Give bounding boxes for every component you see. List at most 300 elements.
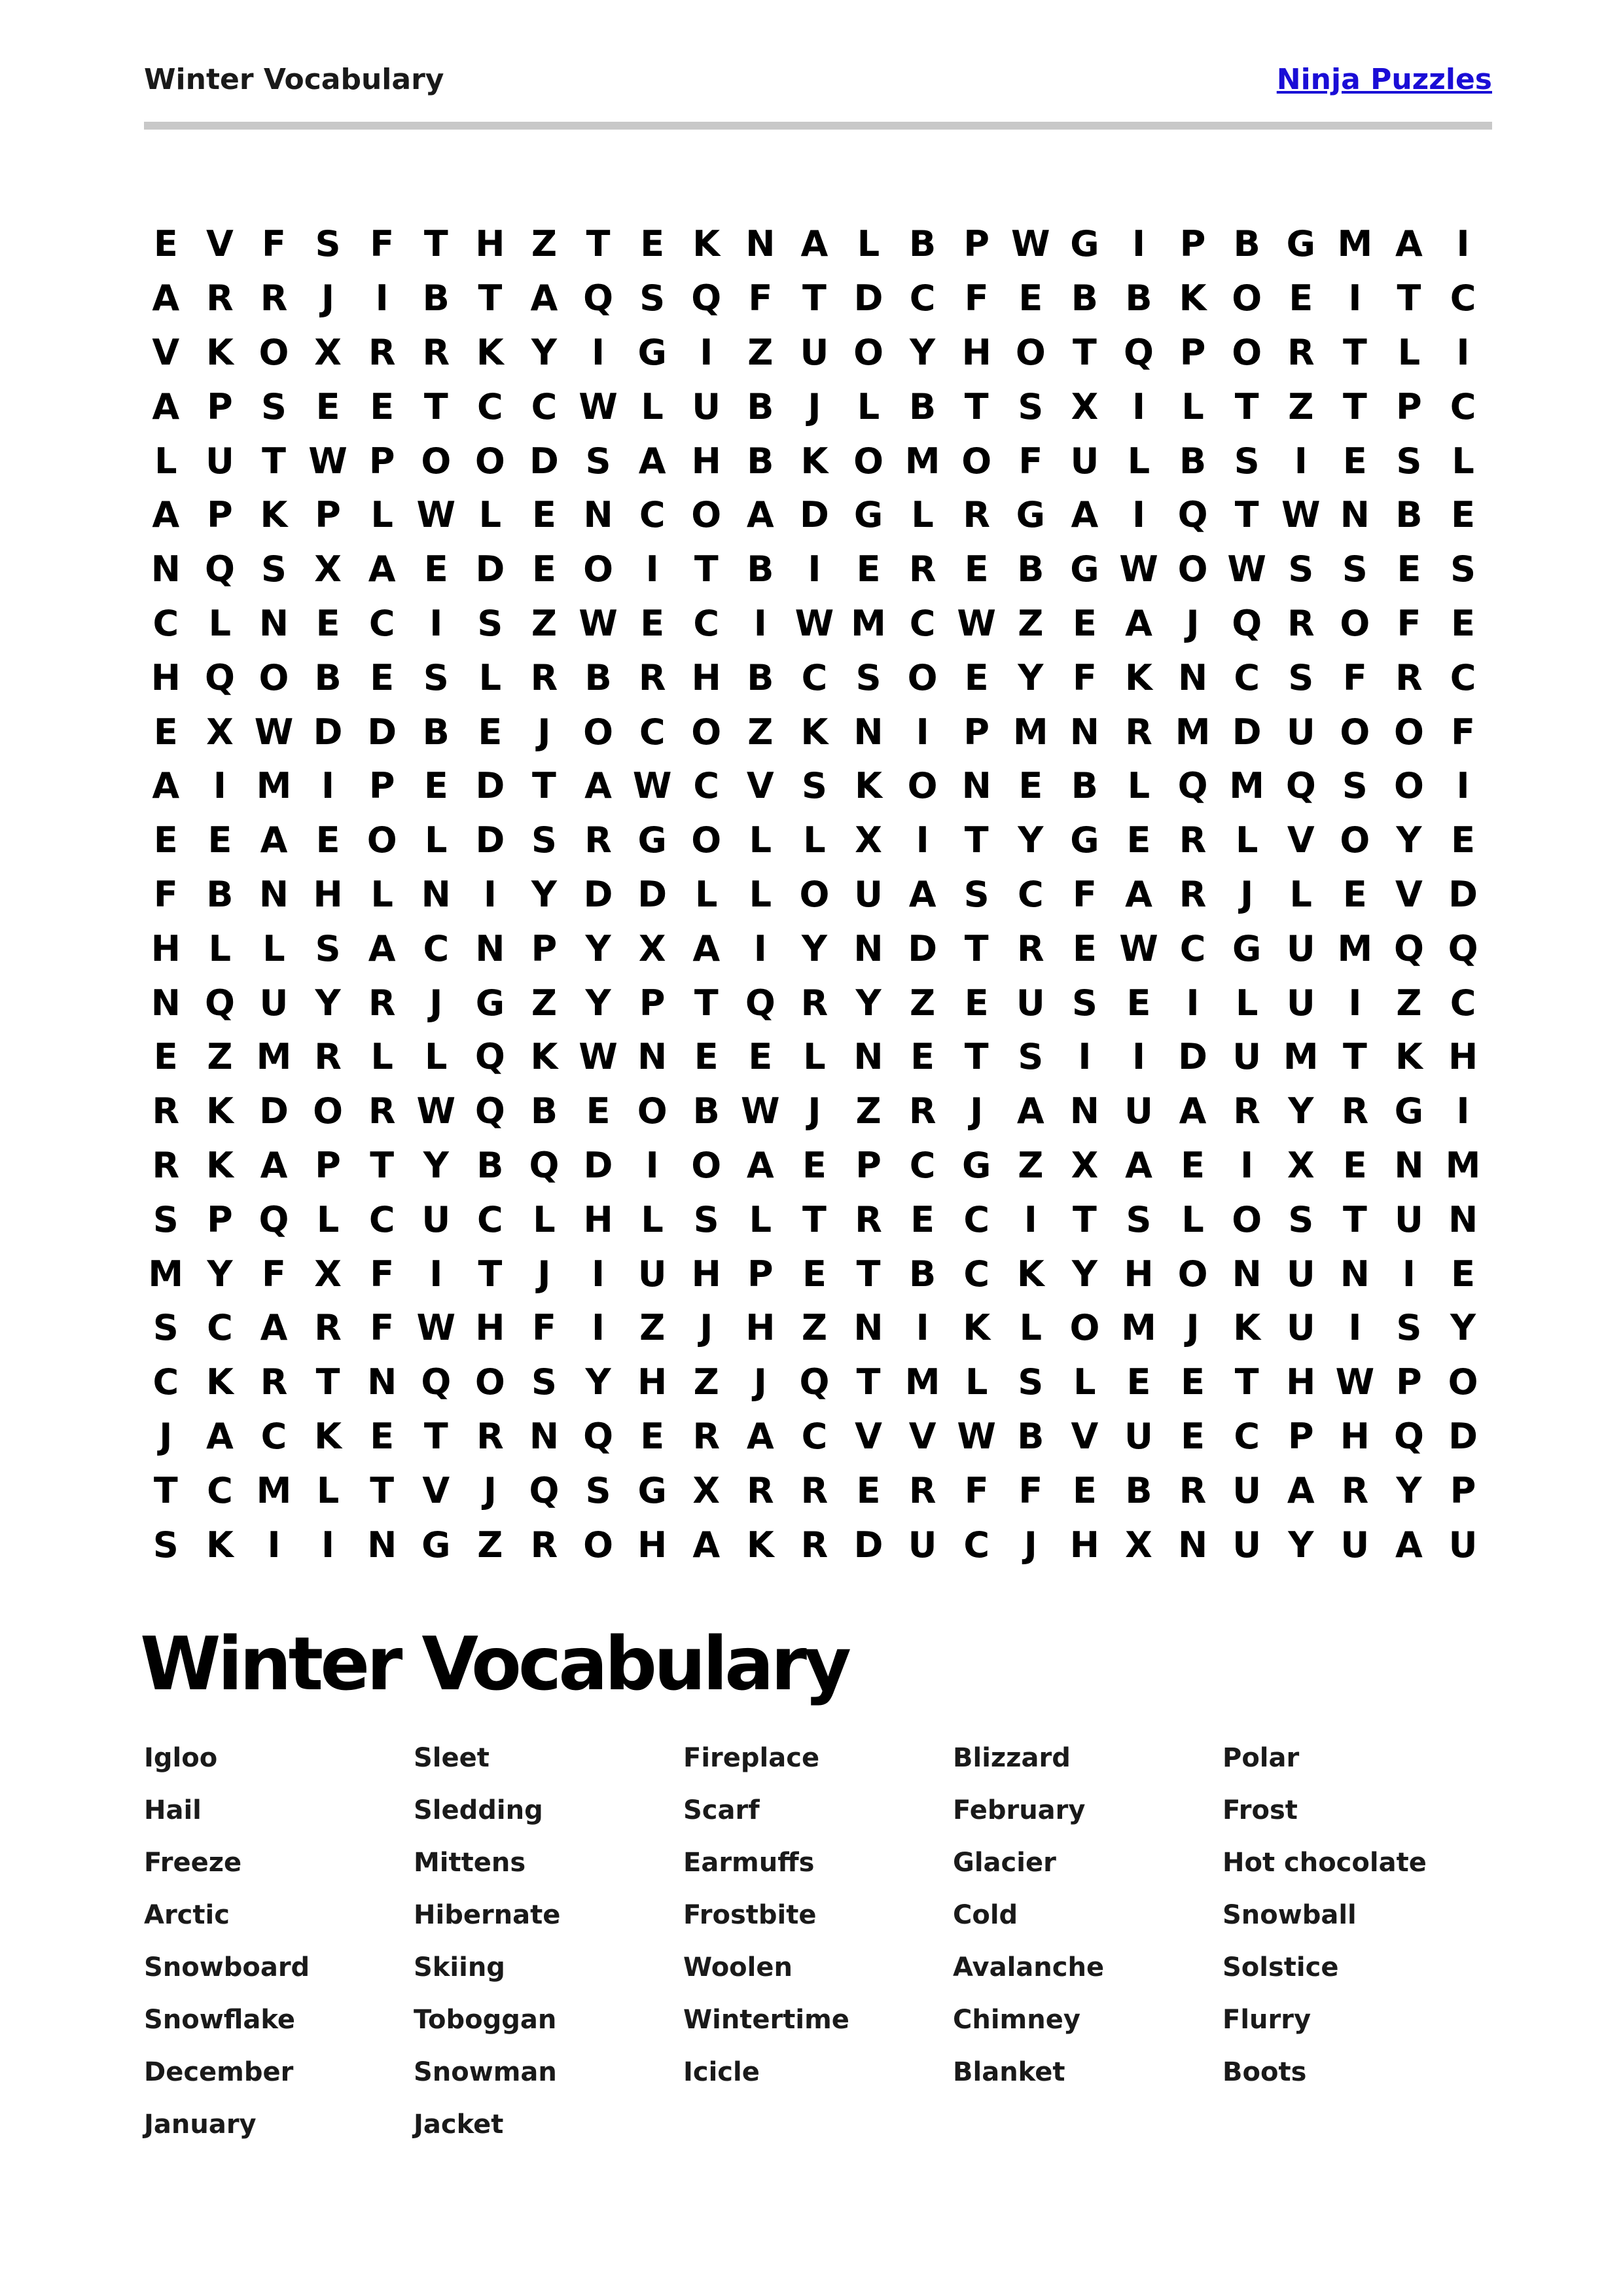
grid-letter[interactable]: G [637, 331, 667, 373]
grid-letter[interactable]: I [429, 1253, 443, 1295]
grid-letter[interactable]: I [645, 1144, 659, 1186]
grid-letter[interactable]: I [1456, 765, 1470, 807]
grid-letter[interactable]: H [1340, 1415, 1370, 1457]
grid-letter[interactable]: T [802, 278, 827, 319]
grid-letter[interactable]: B [584, 656, 612, 698]
grid-letter[interactable]: I [1456, 223, 1470, 265]
grid-letter[interactable]: O [961, 440, 992, 482]
grid-letter[interactable]: U [692, 386, 721, 427]
grid-letter[interactable]: Y [585, 1361, 611, 1403]
grid-letter[interactable]: J [700, 1307, 713, 1349]
grid-letter[interactable]: G [637, 819, 667, 861]
grid-letter[interactable]: Q [1232, 602, 1262, 644]
grid-letter[interactable]: P [963, 223, 990, 265]
grid-letter[interactable]: B [909, 1253, 936, 1295]
grid-letter[interactable]: N [475, 927, 505, 969]
grid-letter[interactable]: T [478, 1253, 503, 1295]
grid-letter[interactable]: U [1016, 982, 1045, 1024]
grid-letter[interactable]: C [963, 1198, 990, 1240]
grid-letter[interactable]: C [260, 1415, 287, 1457]
grid-letter[interactable]: U [1448, 1524, 1478, 1566]
grid-letter[interactable]: E [910, 1198, 935, 1240]
grid-letter[interactable]: O [1448, 1361, 1478, 1403]
grid-letter[interactable]: T [694, 982, 719, 1024]
grid-letter[interactable]: R [314, 1036, 342, 1078]
grid-letter[interactable]: M [904, 440, 940, 482]
grid-letter[interactable]: F [1072, 656, 1097, 698]
grid-letter[interactable]: J [1186, 602, 1200, 644]
grid-letter[interactable]: W [1119, 548, 1158, 590]
grid-letter[interactable]: R [800, 1469, 829, 1511]
grid-letter[interactable]: P [1179, 331, 1206, 373]
grid-letter[interactable]: T [1342, 1036, 1367, 1078]
grid-letter[interactable]: T [586, 223, 611, 265]
grid-letter[interactable]: O [259, 656, 289, 698]
grid-letter[interactable]: P [1450, 1469, 1476, 1511]
grid-letter[interactable]: P [855, 1144, 882, 1186]
grid-letter[interactable]: U [854, 873, 883, 915]
grid-letter[interactable]: R [1179, 819, 1207, 861]
grid-letter[interactable]: I [753, 927, 767, 969]
grid-letter[interactable]: E [1126, 982, 1151, 1024]
grid-letter[interactable]: E [1451, 494, 1475, 536]
grid-letter[interactable]: B [1125, 1469, 1152, 1511]
grid-letter[interactable]: R [800, 982, 829, 1024]
grid-letter[interactable]: K [260, 494, 288, 536]
grid-letter[interactable]: I [1348, 278, 1362, 319]
grid-letter[interactable]: H [745, 1307, 776, 1349]
grid-letter[interactable]: A [1016, 1090, 1044, 1132]
grid-letter[interactable]: P [207, 1198, 233, 1240]
grid-letter[interactable]: R [1017, 927, 1044, 969]
grid-letter[interactable]: Z [1018, 602, 1044, 644]
grid-letter[interactable]: J [808, 1090, 821, 1132]
grid-letter[interactable]: T [802, 1198, 827, 1240]
grid-letter[interactable]: I [429, 602, 443, 644]
grid-letter[interactable]: T [694, 548, 719, 590]
grid-letter[interactable]: E [153, 223, 178, 265]
grid-letter[interactable]: H [1286, 1361, 1316, 1403]
grid-letter[interactable]: K [692, 223, 721, 265]
grid-letter[interactable]: Q [1177, 494, 1208, 536]
grid-letter[interactable]: L [316, 1469, 340, 1511]
grid-letter[interactable]: Q [583, 278, 613, 319]
grid-letter[interactable]: R [855, 1198, 882, 1240]
grid-letter[interactable]: A [584, 765, 612, 807]
grid-letter[interactable]: Y [1288, 1524, 1314, 1566]
grid-letter[interactable]: S [855, 656, 882, 698]
grid-letter[interactable]: E [1018, 765, 1043, 807]
grid-letter[interactable]: R [1179, 1469, 1207, 1511]
grid-letter[interactable]: S [1396, 440, 1422, 482]
grid-letter[interactable]: L [262, 927, 285, 969]
grid-letter[interactable]: A [260, 819, 288, 861]
grid-letter[interactable]: B [909, 223, 936, 265]
grid-letter[interactable]: R [422, 331, 450, 373]
grid-letter[interactable]: R [152, 1090, 180, 1132]
grid-letter[interactable]: W [957, 1415, 996, 1457]
grid-letter[interactable]: N [1448, 1198, 1478, 1240]
grid-letter[interactable]: W [416, 1090, 456, 1132]
grid-letter[interactable]: E [1072, 602, 1097, 644]
grid-letter[interactable]: E [640, 223, 665, 265]
grid-letter[interactable]: T [856, 1361, 881, 1403]
grid-letter[interactable]: U [637, 1253, 667, 1295]
grid-letter[interactable]: R [1179, 873, 1207, 915]
grid-letter[interactable]: I [1456, 331, 1470, 373]
grid-letter[interactable]: L [370, 1036, 393, 1078]
grid-letter[interactable]: O [474, 1361, 505, 1403]
grid-letter[interactable]: Y [585, 927, 611, 969]
grid-letter[interactable]: C [1450, 982, 1476, 1024]
grid-letter[interactable]: Q [204, 982, 235, 1024]
grid-letter[interactable]: Z [531, 982, 558, 1024]
grid-letter[interactable]: F [532, 1307, 556, 1349]
grid-letter[interactable]: A [530, 278, 558, 319]
grid-letter[interactable]: F [1397, 602, 1421, 644]
grid-letter[interactable]: E [856, 548, 881, 590]
grid-letter[interactable]: K [314, 1415, 342, 1457]
grid-letter[interactable]: T [1234, 386, 1259, 427]
grid-letter[interactable]: G [1394, 1090, 1424, 1132]
grid-letter[interactable]: P [207, 386, 233, 427]
grid-letter[interactable]: A [152, 494, 180, 536]
grid-letter[interactable]: G [1070, 548, 1099, 590]
grid-letter[interactable]: U [1286, 1253, 1315, 1295]
grid-letter[interactable]: I [1132, 223, 1146, 265]
grid-letter[interactable]: W [1011, 223, 1050, 265]
grid-letter[interactable]: A [746, 1415, 774, 1457]
grid-letter[interactable]: B [1395, 494, 1423, 536]
grid-letter[interactable]: Y [531, 331, 557, 373]
grid-letter[interactable]: L [425, 819, 448, 861]
grid-letter[interactable]: K [1016, 1253, 1044, 1295]
grid-letter[interactable]: O [583, 1524, 613, 1566]
grid-letter[interactable]: O [1394, 711, 1424, 753]
grid-letter[interactable]: R [152, 1144, 180, 1186]
grid-letter[interactable]: C [368, 1198, 395, 1240]
grid-letter[interactable]: S [1396, 1307, 1422, 1349]
grid-letter[interactable]: V [152, 331, 180, 373]
grid-letter[interactable]: L [1397, 331, 1421, 373]
grid-letter[interactable]: E [910, 1036, 935, 1078]
grid-letter[interactable]: V [746, 765, 774, 807]
grid-letter[interactable]: A [205, 1415, 234, 1457]
grid-letter[interactable]: B [1233, 223, 1260, 265]
grid-letter[interactable]: Y [855, 982, 882, 1024]
grid-letter[interactable]: C [909, 278, 936, 319]
grid-letter[interactable]: Q [529, 1469, 560, 1511]
grid-letter[interactable]: E [640, 602, 665, 644]
grid-letter[interactable]: L [370, 494, 393, 536]
grid-letter[interactable]: O [853, 440, 883, 482]
grid-letter[interactable]: L [1289, 873, 1312, 915]
grid-letter[interactable]: F [370, 1307, 395, 1349]
grid-letter[interactable]: G [853, 494, 883, 536]
grid-letter[interactable]: N [853, 1036, 883, 1078]
grid-letter[interactable]: X [1071, 1144, 1099, 1186]
grid-letter[interactable]: Z [477, 1524, 503, 1566]
grid-letter[interactable]: N [1394, 1144, 1424, 1186]
grid-letter[interactable]: E [370, 656, 395, 698]
grid-letter[interactable]: H [961, 331, 991, 373]
grid-letter[interactable]: Z [855, 1090, 882, 1132]
grid-letter[interactable]: E [802, 1144, 827, 1186]
grid-letter[interactable]: Q [745, 982, 776, 1024]
grid-letter[interactable]: C [1450, 278, 1476, 319]
grid-letter[interactable]: W [1335, 1361, 1375, 1403]
grid-letter[interactable]: Z [801, 1307, 827, 1349]
grid-letter[interactable]: S [1288, 656, 1314, 698]
grid-letter[interactable]: X [638, 927, 666, 969]
grid-letter[interactable]: I [321, 765, 335, 807]
grid-letter[interactable]: Y [1071, 1253, 1097, 1295]
grid-letter[interactable]: O [691, 1144, 722, 1186]
grid-letter[interactable]: N [529, 1415, 560, 1457]
grid-letter[interactable]: O [1177, 548, 1208, 590]
grid-letter[interactable]: G [1232, 927, 1262, 969]
grid-letter[interactable]: N [367, 1524, 397, 1566]
grid-letter[interactable]: S [1018, 1361, 1044, 1403]
grid-letter[interactable]: H [637, 1524, 668, 1566]
grid-letter[interactable]: S [261, 548, 287, 590]
grid-letter[interactable]: K [205, 331, 234, 373]
grid-letter[interactable]: M [1175, 711, 1211, 753]
grid-letter[interactable]: T [1234, 1361, 1259, 1403]
grid-letter[interactable]: D [475, 548, 505, 590]
grid-letter[interactable]: P [368, 765, 395, 807]
grid-letter[interactable]: R [1233, 1090, 1260, 1132]
grid-letter[interactable]: A [638, 440, 666, 482]
grid-letter[interactable]: W [416, 494, 456, 536]
grid-letter[interactable]: I [267, 1524, 281, 1566]
grid-letter[interactable]: Q [204, 548, 235, 590]
grid-letter[interactable]: F [964, 1469, 989, 1511]
grid-letter[interactable]: L [857, 223, 880, 265]
grid-letter[interactable]: K [800, 711, 829, 753]
grid-letter[interactable]: E [478, 711, 503, 753]
grid-letter[interactable]: R [206, 278, 234, 319]
grid-letter[interactable]: W [957, 602, 996, 644]
grid-letter[interactable]: E [586, 1090, 611, 1132]
grid-letter[interactable]: R [963, 494, 990, 536]
grid-letter[interactable]: B [747, 440, 774, 482]
grid-letter[interactable]: R [1125, 711, 1152, 753]
grid-letter[interactable]: E [1181, 1361, 1205, 1403]
grid-letter[interactable]: K [746, 1524, 774, 1566]
grid-letter[interactable]: N [367, 1361, 397, 1403]
grid-letter[interactable]: Q [1124, 331, 1154, 373]
grid-letter[interactable]: H [1069, 1524, 1099, 1566]
grid-letter[interactable]: S [315, 927, 341, 969]
grid-letter[interactable]: B [1017, 548, 1044, 590]
grid-letter[interactable]: H [691, 440, 721, 482]
grid-letter[interactable]: L [1127, 440, 1150, 482]
grid-letter[interactable]: R [908, 548, 936, 590]
grid-letter[interactable]: P [531, 927, 558, 969]
grid-letter[interactable]: L [1073, 1361, 1096, 1403]
grid-letter[interactable]: E [1181, 1144, 1205, 1186]
grid-letter[interactable]: E [1289, 278, 1313, 319]
grid-letter[interactable]: P [1396, 386, 1422, 427]
grid-letter[interactable]: Q [204, 656, 235, 698]
grid-letter[interactable]: A [368, 927, 396, 969]
grid-letter[interactable]: X [206, 711, 234, 753]
grid-letter[interactable]: Z [747, 711, 774, 753]
grid-letter[interactable]: Q [1177, 765, 1208, 807]
grid-letter[interactable]: B [422, 711, 450, 753]
grid-letter[interactable]: K [1395, 1036, 1423, 1078]
grid-letter[interactable]: S [1234, 440, 1260, 482]
grid-letter[interactable]: Z [639, 1307, 666, 1349]
grid-letter[interactable]: Y [1396, 819, 1422, 861]
grid-letter[interactable]: C [1234, 656, 1260, 698]
grid-letter[interactable]: L [425, 1036, 448, 1078]
grid-letter[interactable]: N [637, 1036, 668, 1078]
grid-letter[interactable]: R [1341, 1090, 1369, 1132]
grid-letter[interactable]: E [207, 819, 232, 861]
grid-letter[interactable]: Z [207, 1036, 233, 1078]
grid-letter[interactable]: L [154, 440, 177, 482]
grid-letter[interactable]: T [478, 278, 503, 319]
grid-letter[interactable]: I [1132, 1036, 1146, 1078]
grid-letter[interactable]: K [476, 331, 504, 373]
grid-letter[interactable]: V [205, 223, 234, 265]
grid-letter[interactable]: L [803, 1036, 826, 1078]
grid-letter[interactable]: L [478, 656, 502, 698]
grid-letter[interactable]: N [259, 873, 289, 915]
grid-letter[interactable]: E [1451, 1253, 1475, 1295]
grid-letter[interactable]: J [1240, 873, 1254, 915]
grid-letter[interactable]: V [1071, 1415, 1099, 1457]
grid-letter[interactable]: L [857, 386, 880, 427]
grid-letter[interactable]: K [1125, 656, 1152, 698]
grid-letter[interactable]: M [256, 1469, 292, 1511]
grid-letter[interactable]: Z [531, 602, 558, 644]
grid-letter[interactable]: S [1018, 386, 1044, 427]
grid-letter[interactable]: A [746, 494, 774, 536]
grid-letter[interactable]: R [908, 1090, 936, 1132]
grid-letter[interactable]: T [423, 223, 448, 265]
grid-letter[interactable]: J [429, 982, 443, 1024]
grid-letter[interactable]: C [477, 386, 503, 427]
grid-letter[interactable]: R [530, 656, 558, 698]
grid-letter[interactable]: H [637, 1361, 668, 1403]
grid-letter[interactable]: Y [531, 873, 557, 915]
grid-letter[interactable]: D [800, 494, 829, 536]
grid-letter[interactable]: R [908, 1469, 936, 1511]
grid-letter[interactable]: S [1450, 548, 1476, 590]
grid-letter[interactable]: U [205, 440, 234, 482]
grid-letter[interactable]: D [853, 1524, 883, 1566]
grid-letter[interactable]: S [1288, 1198, 1314, 1240]
grid-letter[interactable]: I [1348, 982, 1362, 1024]
grid-letter[interactable]: D [259, 1090, 289, 1132]
grid-letter[interactable]: R [260, 278, 288, 319]
grid-letter[interactable]: I [213, 765, 226, 807]
grid-letter[interactable]: I [375, 278, 389, 319]
grid-letter[interactable]: U [1395, 1198, 1423, 1240]
grid-letter[interactable]: Z [1018, 1144, 1044, 1186]
grid-letter[interactable]: P [639, 982, 666, 1024]
grid-letter[interactable]: I [592, 1253, 605, 1295]
grid-letter[interactable]: L [965, 1361, 988, 1403]
grid-letter[interactable]: L [641, 1198, 664, 1240]
grid-letter[interactable]: B [1125, 278, 1152, 319]
grid-letter[interactable]: D [529, 440, 559, 482]
grid-letter[interactable]: L [749, 819, 772, 861]
grid-letter[interactable]: U [1286, 982, 1315, 1024]
grid-letter[interactable]: W [741, 1090, 780, 1132]
grid-letter[interactable]: J [159, 1415, 173, 1457]
grid-letter[interactable]: C [693, 765, 720, 807]
grid-letter[interactable]: C [368, 602, 395, 644]
grid-letter[interactable]: H [1448, 1036, 1478, 1078]
grid-letter[interactable]: C [801, 656, 828, 698]
grid-letter[interactable]: C [207, 1469, 233, 1511]
grid-letter[interactable]: E [315, 819, 340, 861]
grid-letter[interactable]: S [531, 1361, 557, 1403]
grid-letter[interactable]: B [422, 278, 450, 319]
grid-letter[interactable]: A [1287, 1469, 1315, 1511]
grid-letter[interactable]: A [152, 386, 180, 427]
grid-letter[interactable]: D [313, 711, 343, 753]
grid-letter[interactable]: R [368, 982, 396, 1024]
grid-letter[interactable]: E [1072, 1469, 1097, 1511]
grid-letter[interactable]: L [1235, 819, 1258, 861]
grid-letter[interactable]: K [205, 1361, 234, 1403]
grid-letter[interactable]: L [803, 819, 826, 861]
grid-letter[interactable]: L [695, 873, 718, 915]
grid-letter[interactable]: E [1342, 1144, 1367, 1186]
grid-letter[interactable]: R [368, 1090, 396, 1132]
grid-letter[interactable]: A [152, 278, 180, 319]
grid-letter[interactable]: K [205, 1090, 234, 1132]
grid-letter[interactable]: T [1072, 331, 1097, 373]
grid-letter[interactable]: Q [799, 1361, 830, 1403]
grid-letter[interactable]: E [1451, 602, 1475, 644]
grid-letter[interactable]: S [152, 1524, 179, 1566]
grid-letter[interactable]: I [483, 873, 497, 915]
grid-letter[interactable]: C [1234, 1415, 1260, 1457]
grid-letter[interactable]: B [206, 873, 234, 915]
grid-letter[interactable]: Y [423, 1144, 449, 1186]
grid-letter[interactable]: J [321, 278, 335, 319]
grid-letter[interactable]: X [314, 548, 342, 590]
grid-letter[interactable]: J [483, 1469, 497, 1511]
grid-letter[interactable]: E [748, 1036, 773, 1078]
grid-letter[interactable]: Q [529, 1144, 560, 1186]
grid-letter[interactable]: U [259, 982, 289, 1024]
grid-letter[interactable]: A [1125, 602, 1152, 644]
grid-letter[interactable]: U [1232, 1469, 1262, 1511]
grid-letter[interactable]: E [370, 386, 395, 427]
grid-letter[interactable]: P [747, 1253, 774, 1295]
grid-letter[interactable]: O [366, 819, 397, 861]
grid-letter[interactable]: N [151, 548, 181, 590]
grid-letter[interactable]: T [262, 440, 286, 482]
grid-letter[interactable]: N [961, 765, 991, 807]
grid-letter[interactable]: D [367, 711, 397, 753]
grid-letter[interactable]: E [964, 548, 989, 590]
grid-letter[interactable]: Q [583, 1415, 613, 1457]
grid-letter[interactable]: S [152, 1198, 179, 1240]
grid-letter[interactable]: D [1448, 873, 1478, 915]
grid-letter[interactable]: T [964, 927, 989, 969]
grid-letter[interactable]: I [645, 548, 659, 590]
grid-letter[interactable]: U [1124, 1090, 1153, 1132]
grid-letter[interactable]: D [475, 819, 505, 861]
